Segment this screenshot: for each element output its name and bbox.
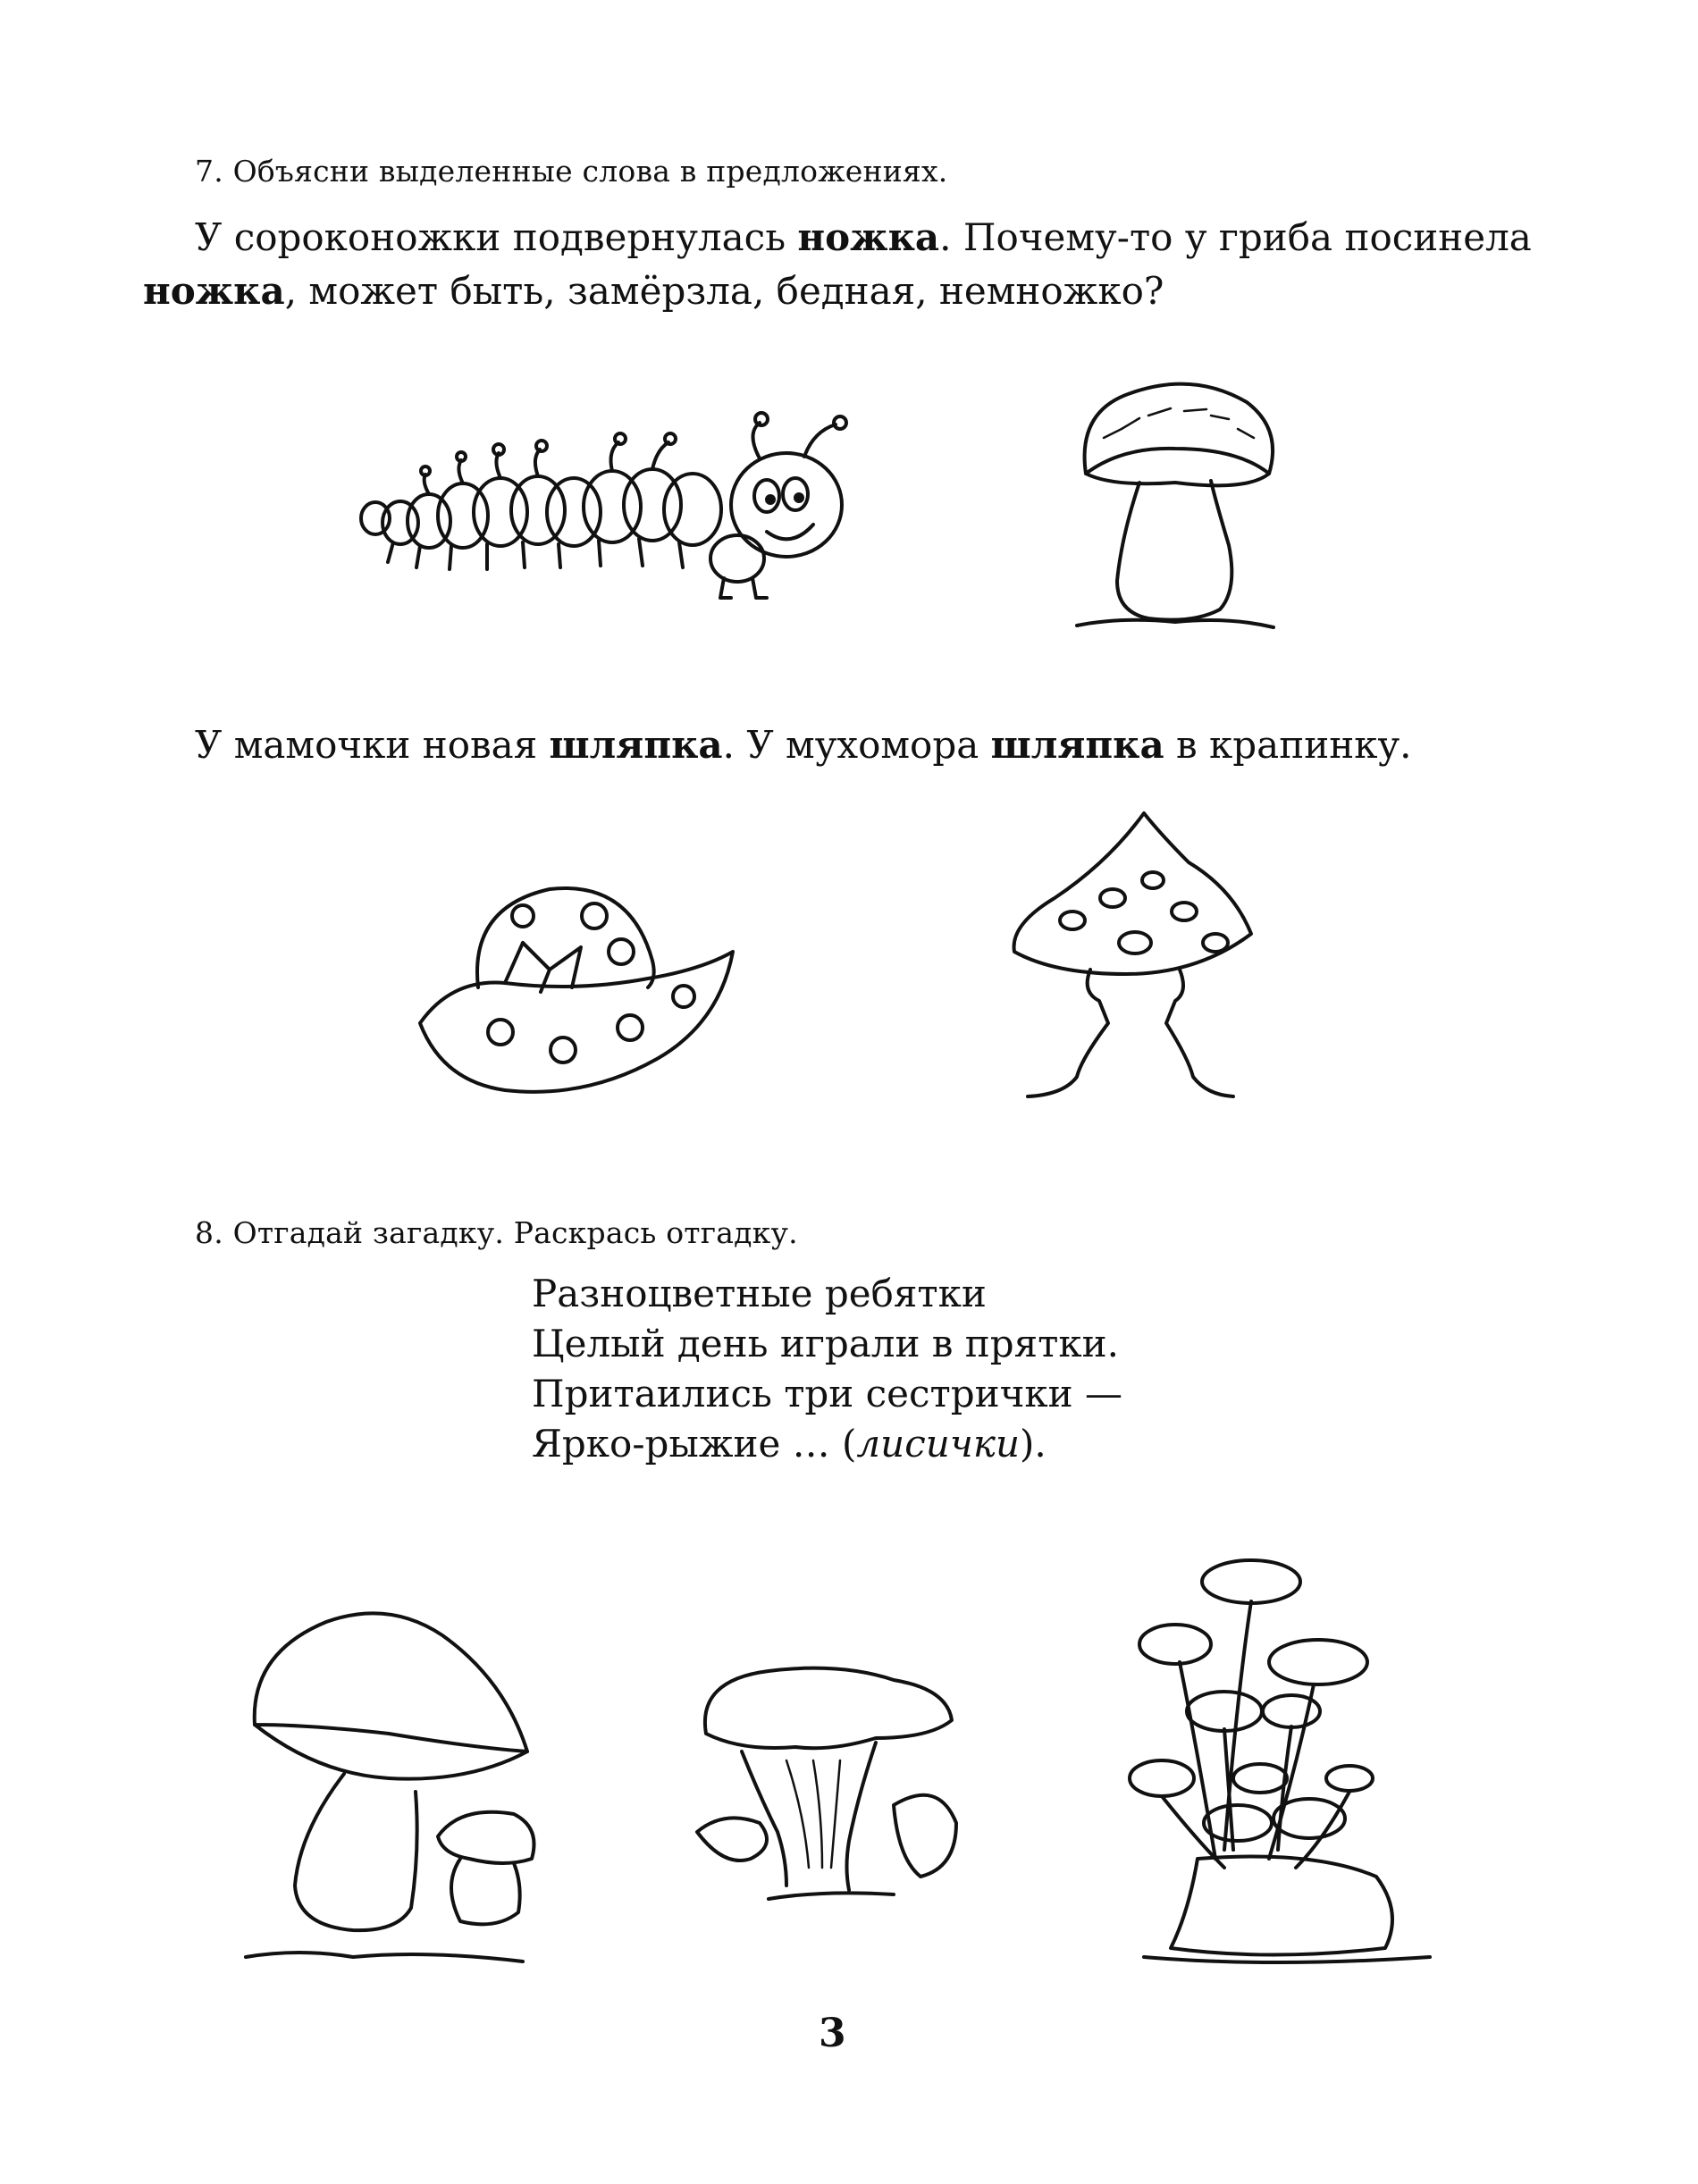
- poem-text: Ярко-рыжие … (: [532, 1422, 857, 1466]
- highlighted-word: шляпка: [549, 723, 723, 767]
- boletus-mushroom-picture: [1068, 375, 1282, 643]
- task-7-sentence-2: [195, 718, 1589, 772]
- task-7-sentence-1-line-2: [143, 265, 1573, 318]
- poem-line-4: [532, 1419, 1122, 1469]
- task-7-label: 7. Объясни выделенные слова в предложениях.: [195, 154, 948, 189]
- poem-line-3: Притаились три сестрички —: [532, 1372, 1123, 1415]
- sentence-text: . Почему-то у гриба посинела: [939, 215, 1532, 259]
- riddle-answer: лисички: [856, 1422, 1021, 1466]
- highlighted-word: шляпка: [990, 723, 1164, 767]
- poem-line-2: Целый день играли в прятки.: [532, 1322, 1120, 1365]
- flowered-hat-picture: [416, 880, 737, 1104]
- page-number: 3: [819, 2011, 846, 2056]
- boletus-pair-picture: [246, 1600, 550, 1975]
- sentence-text: . У мухомора: [722, 723, 991, 767]
- task-8-label: 8. Отгадай загадку. Раскрась отгадку.: [195, 1215, 798, 1250]
- sentence-text: У мамочки новая: [195, 723, 550, 767]
- honey-fungus-cluster-picture: [1135, 1555, 1475, 1975]
- fly-agaric-picture: [1001, 809, 1269, 1139]
- centipede-picture: [340, 407, 876, 621]
- highlighted-word: ножка: [797, 215, 940, 259]
- poem-text: ).: [1020, 1422, 1047, 1466]
- task-7-sentence-1-line-1: [195, 211, 1589, 265]
- sentence-text: У сороконожки подвернулась: [195, 215, 798, 259]
- chanterelles-picture: [688, 1653, 965, 1921]
- sentence-text: , может быть, замёрзла, бедная, немножко?: [284, 269, 1164, 313]
- highlighted-word: ножка: [143, 269, 285, 313]
- poem-line-1: Разноцветные ребятки: [532, 1272, 987, 1315]
- sentence-text: в крапинку.: [1164, 723, 1412, 767]
- riddle-poem: [532, 1269, 1122, 1469]
